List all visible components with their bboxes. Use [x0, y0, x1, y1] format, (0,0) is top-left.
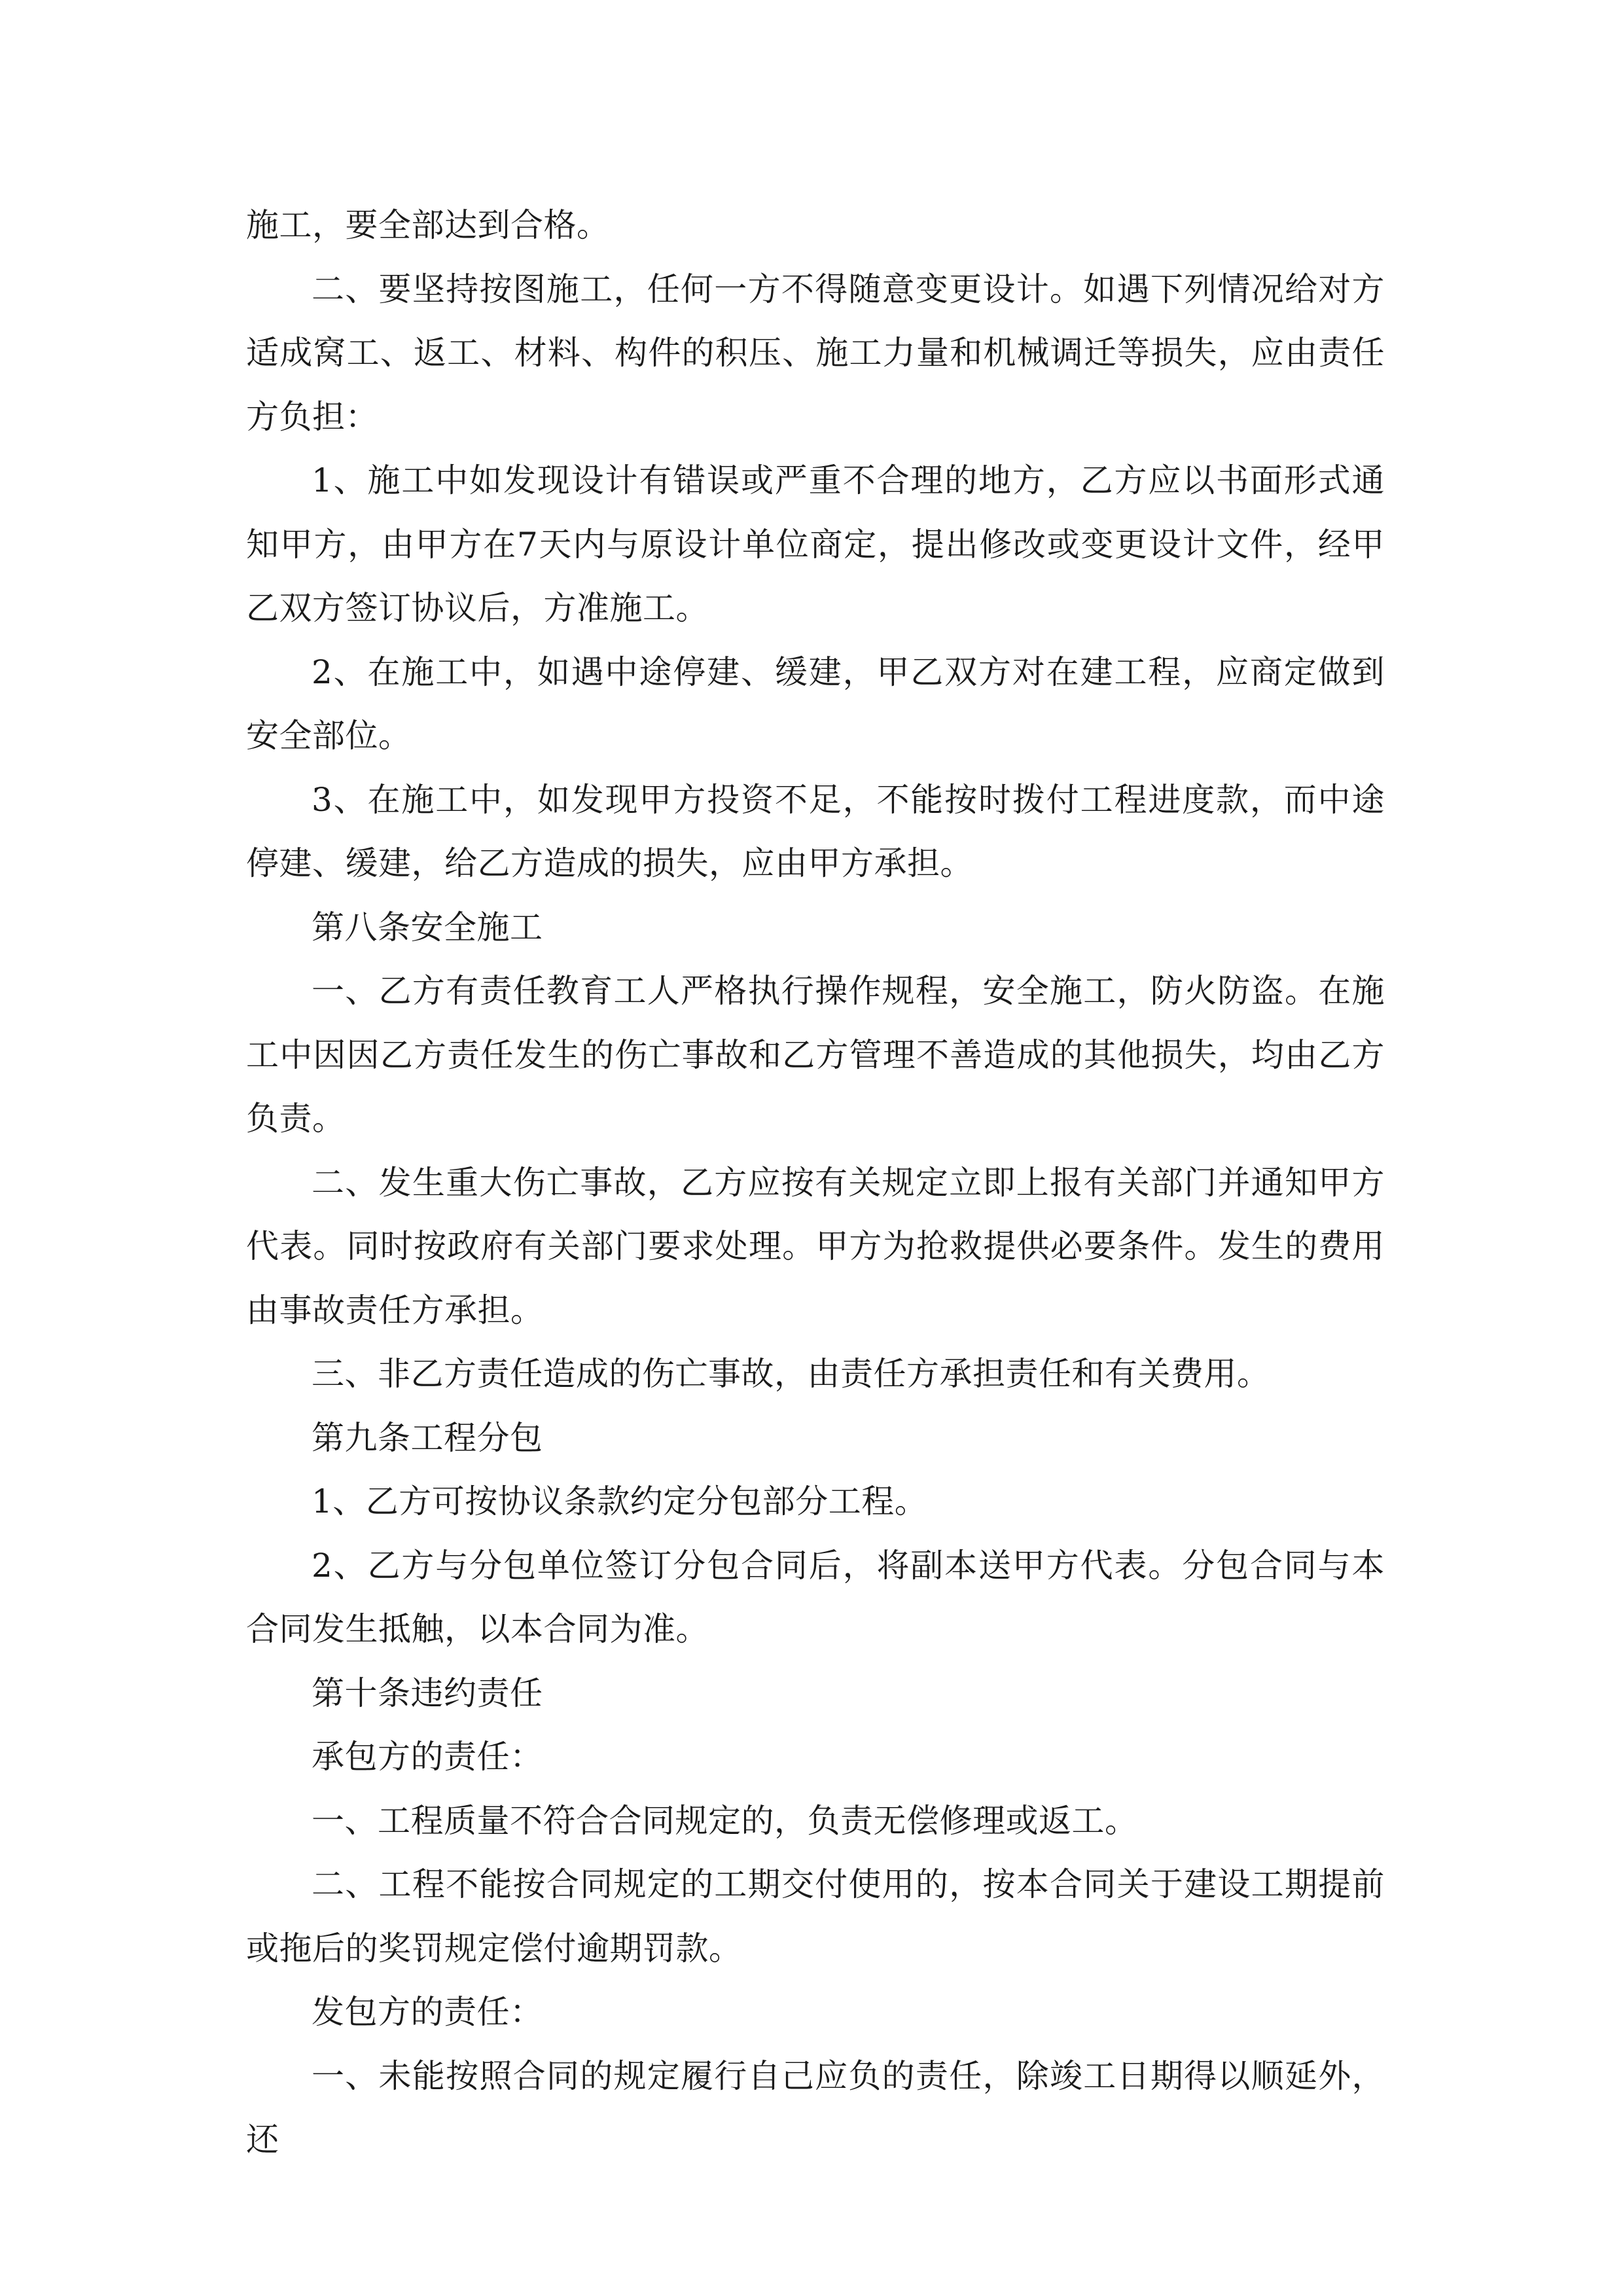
- paragraph: 二、发生重大伤亡事故，乙方应按有关规定立即上报有关部门并通知甲方代表。同时按政府有关部门要求处理。甲方为抢救提供必要条件。发生的费用由事故责任方承担。: [246, 1163, 1385, 1329]
- paragraph: 三、非乙方责任造成的伤亡事故，由责任方承担责任和有关费用。: [312, 1355, 1270, 1393]
- section-heading: 第九条工程分包: [312, 1418, 543, 1457]
- section-heading: 第八条安全施工: [312, 908, 543, 946]
- paragraph: 1、施工中如发现设计有错误或严重不合理的地方，乙方应以书面形式通知甲方，由甲方在7天内与原设计单位商定，提出修改或变更设计文件，经甲乙双方签订协议后，方准施工。: [246, 461, 1385, 627]
- paragraph: 3、在施工中，如发现甲方投资不足，不能按时拨付工程进度款，而中途停建、缓建，给乙方造成的损失，应由甲方承担。: [246, 780, 1385, 882]
- paragraph: 二、工程不能按合同规定的工期交付使用的，按本合同关于建设工期提前或拖后的奖罚规定偿付逾期罚款。: [246, 1865, 1385, 1967]
- paragraph: 一、工程质量不符合合同规定的，负责无偿修理或返工。: [312, 1801, 1138, 1840]
- paragraph: 2、在施工中，如遇中途停建、缓建，甲乙双方对在建工程，应商定做到安全部位。: [246, 653, 1385, 755]
- paragraph: 施工，要全部达到合格。: [246, 206, 610, 244]
- section-heading: 第十条违约责任: [312, 1674, 543, 1712]
- paragraph: 1、乙方可按协议条款约定分包部分工程。: [312, 1482, 928, 1520]
- paragraph: 二、要坚持按图施工，任何一方不得随意变更设计。如遇下列情况给对方适成窝工、返工、材料、构件的积压、施工力量和机械调迁等损失，应由责任方负担：: [246, 270, 1385, 436]
- document-body: [246, 194, 1385, 2172]
- subheading: 发包方的责任：: [312, 1993, 543, 2031]
- paragraph: 一、乙方有责任教育工人严格执行操作规程，安全施工，防火防盗。在施工中因因乙方责任发生的伤亡事故和乙方管理不善造成的其他损失，均由乙方负责。: [246, 972, 1385, 1138]
- subheading: 承包方的责任：: [312, 1738, 543, 1776]
- paragraph: 2、乙方与分包单位签订分包合同后，将副本送甲方代表。分包合同与本合同发生抵触，以本合同为准。: [246, 1546, 1385, 1648]
- paragraph: 一、未能按照合同的规定履行自己应负的责任，除竣工日期得以顺延外，还: [246, 2056, 1385, 2159]
